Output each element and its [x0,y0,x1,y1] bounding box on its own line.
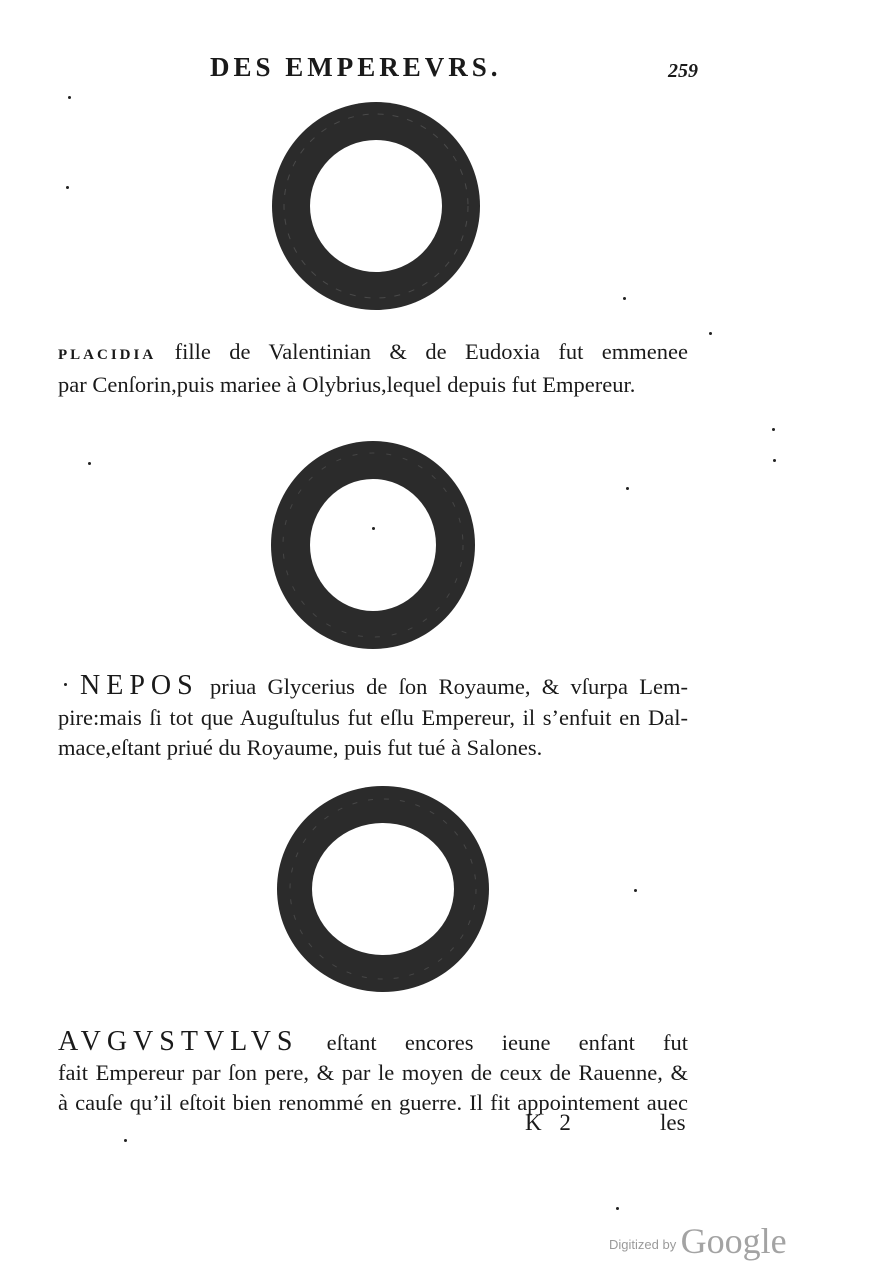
ink-speck [124,1139,127,1142]
signature-mark: K 2 [525,1110,577,1135]
entry-placidia [58,337,688,400]
entry-line: à cauſe qu’il eſtoit bien renommé en guerre. Il fit appointement auec [58,1090,688,1115]
running-title: DES EMPEREVRS. [210,52,502,82]
entry-name: NEPOS [80,670,199,701]
medal-ring-image [270,440,476,650]
entry-line: mace,eſtant priué du Royaume, puis fut tué à Salones. [58,735,543,760]
entry-line: fait Empereur par ſon pere, & par le moyen de ceux de Rauenne, & [58,1060,688,1085]
entry-line: PLACIDIA fille de Valentinian & de Eudoxia fut emmenee [58,339,688,364]
catchword: les [660,1110,686,1135]
entry-line: AVGVSTVLVS eſtant encores ieune enfant fut [58,1026,688,1057]
watermark-prefix: Digitized by [609,1237,677,1252]
ink-speck [772,428,775,431]
ink-speck [66,186,69,189]
ink-speck [68,96,71,99]
page-number: 259 [668,60,698,82]
entry-name: AVGVSTVLVS [58,1026,299,1057]
ink-speck [773,459,776,462]
entry-line: pire:mais ſi tot que Auguſtulus fut eſlu Empereur, il s’enfuit en Dal- [58,705,688,730]
medal-ring-image [270,100,482,312]
ink-speck [634,889,637,892]
entry-line: NEPOS priua Glycerius de ſon Royaume, & vſurpa Lem- [80,670,688,701]
medal-augustulus [276,785,490,993]
medal-nepos [270,440,476,650]
watermark-brand: Google [680,1221,787,1261]
medal-ring-image [276,785,490,993]
entry-nepos [80,671,688,702]
entry-line: par Cenſorin,puis mariee à Olybrius,lequel depuis fut Empereur. [58,372,636,397]
entry-augustulus [58,1027,688,1118]
ink-speck [64,683,67,686]
entry-nepos-cont [58,703,688,763]
ink-speck [623,297,626,300]
ink-speck [88,462,91,465]
digitized-watermark [609,1220,787,1262]
ink-speck [372,527,375,530]
ink-speck [626,487,629,490]
ink-speck [709,332,712,335]
entry-name: PLACIDIA [58,347,157,363]
ink-speck [616,1207,619,1210]
medal-placidia [270,100,482,312]
